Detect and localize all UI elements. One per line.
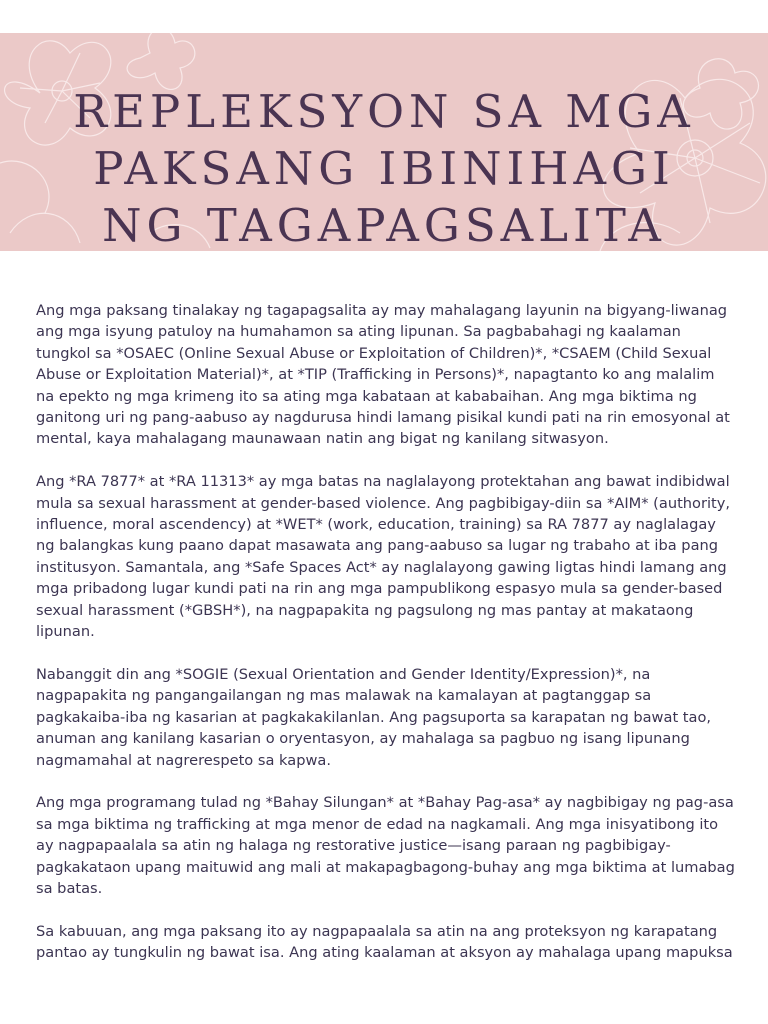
title-line: NG TAGAPAGSALITA: [102, 199, 666, 251]
title-line: PAKSANG IBINIHAGI: [93, 142, 675, 195]
title-line: REPLEKSYON SA MGA: [73, 85, 695, 138]
reflection-body: [36, 300, 736, 985]
paragraph: Ang mga paksang tinalakay ng tagapagsalita ay may mahalagang layunin na bigyang-liwanag ang mga isyung patuloy na humahamon sa ating lipunan. Sa pagbabahagi ng kaalaman tungkol sa *OSAEC (Online Sexual Abuse or Exploitation of Children)*, *CSAEM (Child Sexual Abuse or Exploitation Material)*, at *TIP (Trafficking in Persons)*, napagtanto ko ang malalim na epekto ng mga krimeng ito sa ating mga kabataan at kababaihan. Ang mga biktima ng ganitong uri ng pang-aabuso ay nagdurusa hindi lamang pisikal kundi pati na rin emosyonal at mental, kaya mahalagang maunawaan natin ang bigat ng kanilang sitwasyon.: [36, 302, 730, 448]
paragraph: Ang mga programang tulad ng *Bahay Silungan* at *Bahay Pag-asa* ay nagbibigay ng pag-asa sa mga biktima ng trafficking at mga menor de edad na nagkamali. Ang mga inisyatibong ito ay nagpapaalala sa atin ng halaga ng restorative justice—isang paraan ng pagbibigay-pagkakataon upang maituwid ang mali at makapagbagong-buhay ang mga biktima at lumabag sa batas.: [36, 794, 735, 897]
title-banner: [0, 33, 768, 251]
page-title: [0, 83, 768, 251]
paragraph: Sa kabuuan, ang mga paksang ito ay nagpapaalala sa atin na ang proteksyon ng karapatang pantao ay tungkulin ng bawat isa. Ang ating kaalaman at aksyon ay mahalaga upang mapuksa: [36, 922, 733, 962]
paragraph: Ang *RA 7877* at *RA 11313* ay mga batas na naglalayong protektahan ang bawat indibidwal mula sa sexual harassment at gender-based violence. Ang pagbibigay-diin sa *AIM* (authority, influence, moral ascendency) at *WET* (work, education, training) sa RA 7877 ay naglalagay ng balangkas kung paano dapat masawata ang pang-aabuso sa lugar ng trabaho at iba pang institusyon. Samantala, ang *Safe Spaces Act* ay naglalayong gawing ligtas hindi lamang ang mga pribadong lugar kundi pati na rin ang mga pampublikong espasyo mula sa gender-based sexual harassment (*GBSH*), na nagpapakita ng pagsulong ng mas pantay at makataong lipunan.: [36, 473, 731, 641]
paragraph: Nabanggit din ang *SOGIE (Sexual Orientation and Gender Identity/Expression)*, na nagpapakita ng pangangailangan ng mas malawak na kamalayan at pagtanggap sa pagkakaiba-iba ng kasarian at pagkakakilanlan. Ang pagsuporta sa karapatan ng bawat tao, anuman ang kanilang kasarian o oryentasyon, ay mahalaga sa pagbuo ng isang lipunang nagmamahal at nagrerespeto sa kapwa.: [36, 665, 712, 769]
